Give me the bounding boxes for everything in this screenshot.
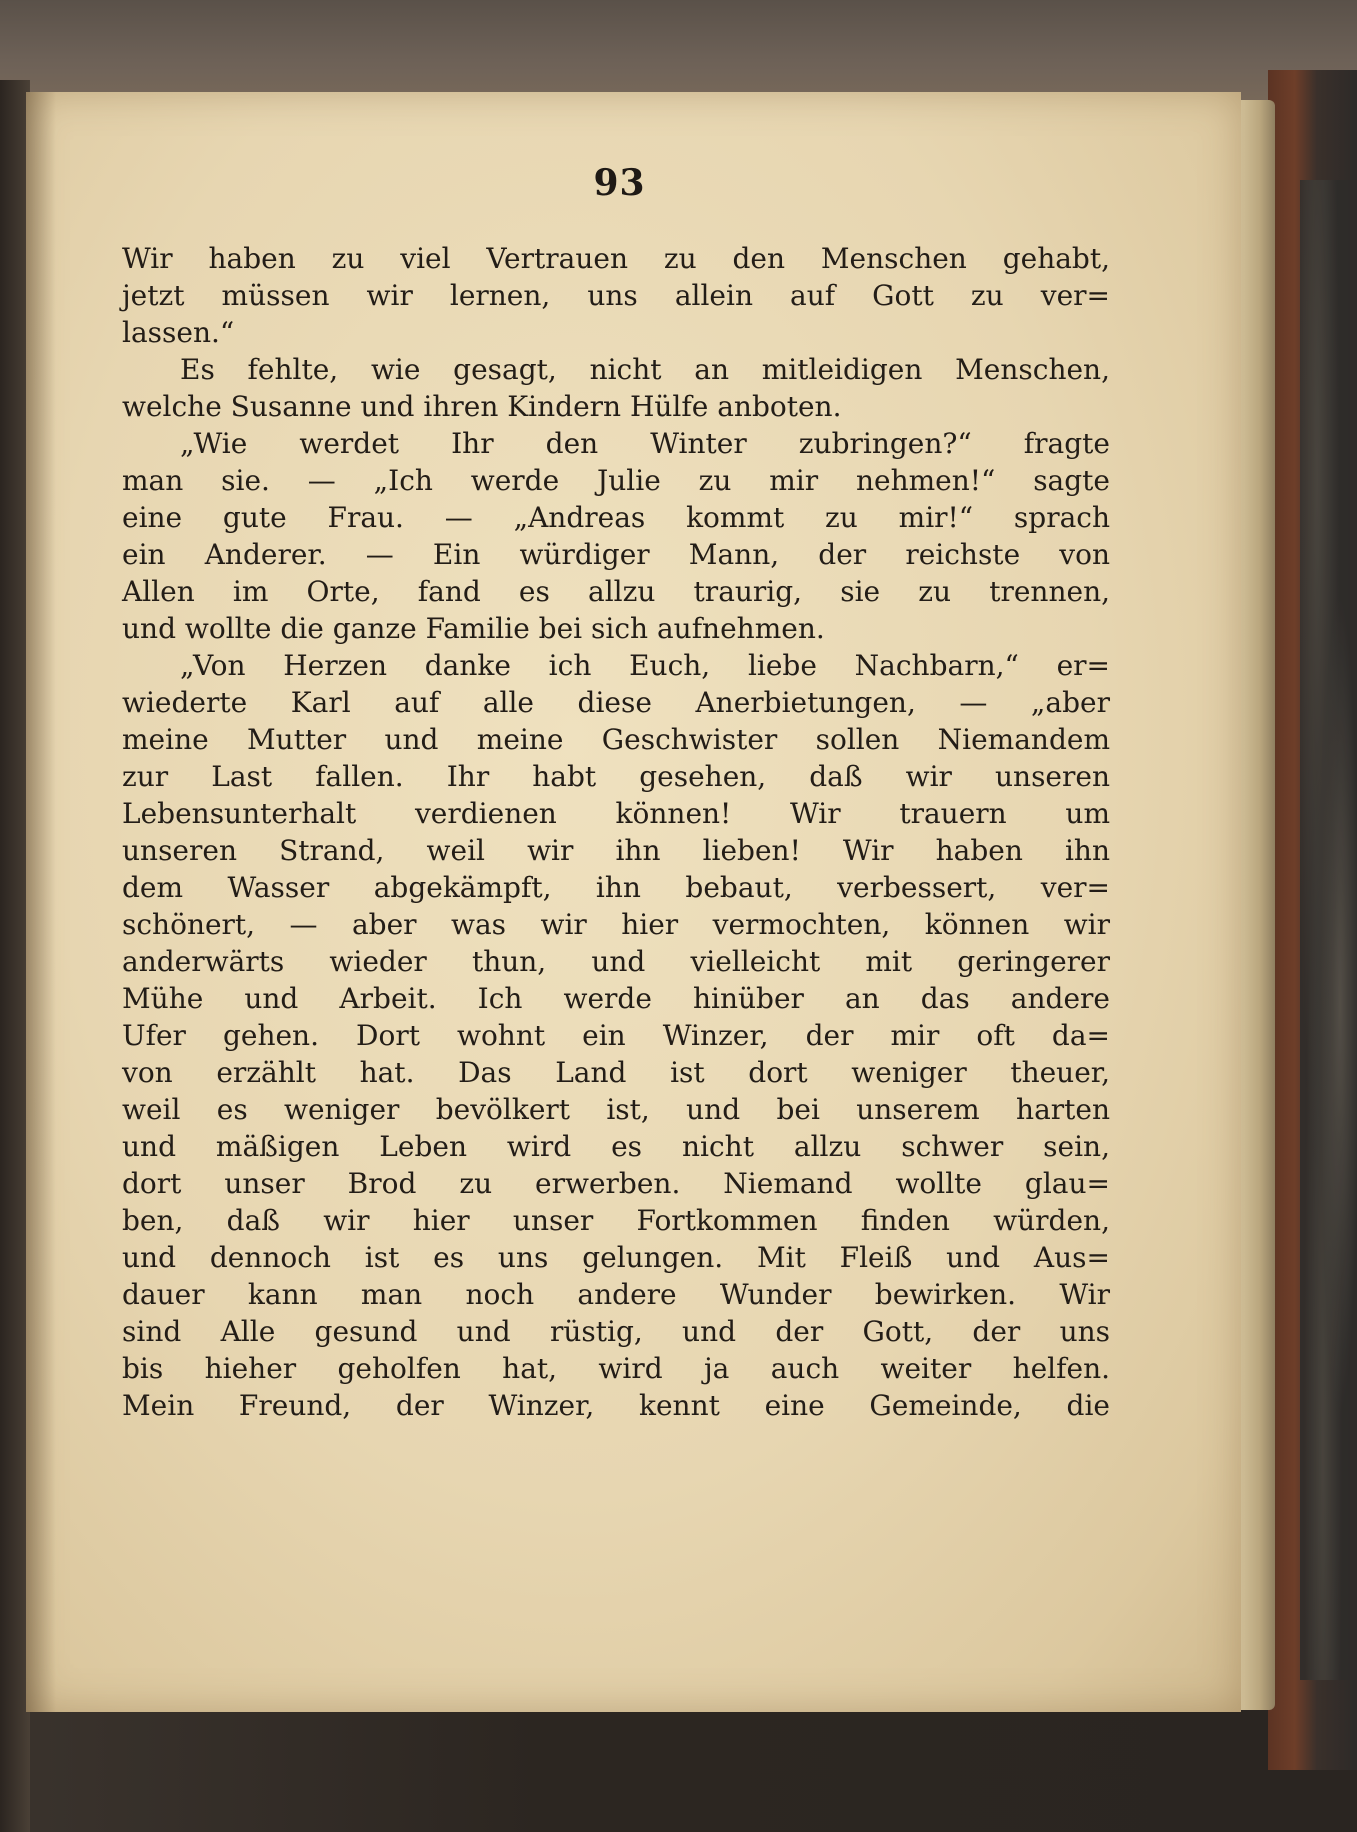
text-line: „Von Herzen danke ich Euch, liebe Nachbarn,“ er=: [180, 649, 1110, 682]
text-line: weil es weniger bevölkert ist, und bei unserem harten: [122, 1093, 1110, 1126]
text-line: von erzählt hat. Das Land ist dort weniger theuer,: [122, 1056, 1110, 1089]
text-line: wiederte Karl auf alle diese Anerbietungen, — „aber: [122, 686, 1110, 719]
text-line: unseren Strand, weil wir ihn lieben! Wir haben ihn: [122, 834, 1110, 867]
text-line: Lebensunterhalt verdienen können! Wir trauern um: [122, 797, 1110, 830]
page-number: 93: [593, 162, 646, 204]
text-line: zur Last fallen. Ihr habt gesehen, daß wir unseren: [122, 760, 1110, 793]
text-line: und wollte die ganze Familie bei sich aufnehmen.: [122, 612, 825, 645]
body-text: [122, 240, 1110, 1424]
text-line: welche Susanne und ihren Kindern Hülfe anboten.: [122, 390, 842, 423]
text-line: und dennoch ist es uns gelungen. Mit Fleiß und Aus=: [122, 1241, 1110, 1274]
text-line: eine gute Frau. — „Andreas kommt zu mir!“ sprach: [122, 501, 1110, 534]
text-line: dort unser Brod zu erwerben. Niemand wollte glau=: [122, 1167, 1110, 1200]
text-line: jetzt müssen wir lernen, uns allein auf Gott zu ver=: [122, 279, 1110, 312]
text-line: man sie. — „Ich werde Julie zu mir nehmen!“ sagte: [122, 464, 1110, 497]
text-line: und mäßigen Leben wird es nicht allzu schwer sein,: [122, 1130, 1110, 1163]
marbled-cover-board: [1300, 180, 1357, 1680]
text-line: Es fehlte, wie gesagt, nicht an mitleidigen Menschen,: [180, 353, 1110, 386]
text-line: Mühe und Arbeit. Ich werde hinüber an das andere: [122, 982, 1110, 1015]
text-line: lassen.“: [122, 316, 235, 349]
text-line: schönert, — aber was wir hier vermochten, können wir: [122, 908, 1110, 941]
text-line: ben, daß wir hier unser Fortkommen finden würden,: [122, 1204, 1110, 1237]
text-line: bis hieher geholfen hat, wird ja auch weiter helfen.: [122, 1352, 1110, 1385]
text-line: Wir haben zu viel Vertrauen zu den Menschen gehabt,: [122, 242, 1110, 275]
text-line: anderwärts wieder thun, und vielleicht mit geringerer: [122, 945, 1110, 978]
text-line: dem Wasser abgekämpft, ihn bebaut, verbessert, ver=: [122, 871, 1110, 904]
text-line: „Wie werdet Ihr den Winter zubringen?“ fragte: [180, 427, 1110, 460]
text-line: ein Anderer. — Ein würdiger Mann, der reichste von: [122, 538, 1110, 571]
text-line: Allen im Orte, fand es allzu traurig, sie zu trennen,: [122, 575, 1110, 608]
text-line: dauer kann man noch andere Wunder bewirken. Wir: [122, 1278, 1110, 1311]
gutter-shadow: [26, 92, 56, 1712]
text-line: Ufer gehen. Dort wohnt ein Winzer, der mir oft da=: [122, 1019, 1110, 1052]
text-line: meine Mutter und meine Geschwister sollen Niemandem: [122, 723, 1110, 756]
book-page: [26, 92, 1241, 1712]
text-line: Mein Freund, der Winzer, kennt eine Gemeinde, die: [122, 1389, 1110, 1422]
text-line: sind Alle gesund und rüstig, und der Gott, der uns: [122, 1315, 1110, 1348]
